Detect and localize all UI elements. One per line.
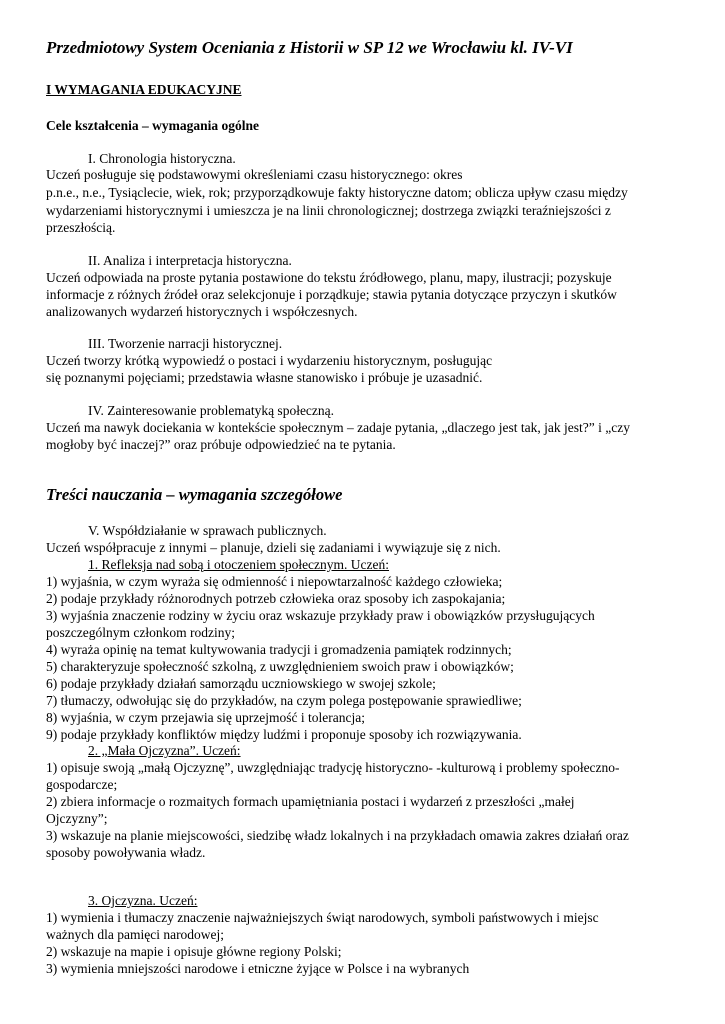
topic-heading-small-homeland: 2. „Mała Ojczyzna”. Uczeń:	[88, 743, 241, 758]
list-item: 8) wyjaśnia, w czym przejawia się uprzejmość i tolerancja;	[46, 710, 365, 725]
list-item: 1) wyjaśnia, w czym wyraża się odmienność i niepowtarzalność każdego człowieka;	[46, 574, 503, 589]
list-item: 5) charakteryzuje społeczność szkolną, z uwzględnieniem swoich praw i obowiązków;	[46, 659, 514, 674]
paragraph-line: Uczeń posługuje się podstawowymi określeniami czasu historycznego: okres	[46, 167, 463, 182]
paragraph-line: mogłoby być inaczej?” oraz próbuje odpowiedzieć na te pytania.	[46, 437, 396, 452]
goal-heading-narration: III. Tworzenie narracji historycznej.	[88, 336, 283, 351]
list-item-continuation: gospodarcze;	[46, 777, 118, 792]
paragraph-line: przeszłością.	[46, 220, 116, 235]
paragraph-line: informacje z różnych źródeł oraz selekcjonuje i porządkuje; stawia pytania dotyczące przyczyn i skutków	[46, 287, 617, 302]
goal-heading-cooperation: V. Współdziałanie w sprawach publicznych.	[88, 523, 327, 538]
list-item: 7) tłumaczy, odwołując się do przykładów, na czym polega postępowanie sprawiedliwe;	[46, 693, 522, 708]
list-item: 3) wyjaśnia znaczenie rodziny w życiu oraz wskazuje przykłady praw i obowiązków przysługujących	[46, 608, 595, 623]
general-requirements-heading: Cele kształcenia – wymagania ogólne	[46, 118, 259, 133]
list-item-continuation: sposoby powoływania władz.	[46, 845, 206, 860]
list-item: 3) wymienia mniejszości narodowe i etniczne żyjące w Polsce i na wybranych	[46, 961, 470, 976]
paragraph-line: p.n.e., n.e., Tysiąclecie, wiek, rok; przyporządkowuje fakty historyczne datom; oblicza upływ czasu między	[46, 185, 628, 200]
goal-heading-analysis: II. Analiza i interpretacja historyczna.	[88, 253, 292, 268]
document-title: Przedmiotowy System Oceniania z Historii w SP 12 we Wrocławiu kl. IV-VI	[46, 38, 573, 57]
paragraph-line: wydarzeniami historycznymi i umieszcza je na linii chronologicznej; dostrzega związki teraźniejszości z	[46, 203, 611, 218]
paragraph-line: Uczeń tworzy krótką wypowiedź o postaci i wydarzeniu historycznym, posługując	[46, 353, 493, 368]
list-item: 2) wskazuje na mapie i opisuje główne regiony Polski;	[46, 944, 342, 959]
section-heading: I WYMAGANIA EDUKACYJNE	[46, 82, 242, 97]
goal-heading-social: IV. Zainteresowanie problematyką społeczną.	[88, 403, 335, 418]
paragraph-line: się poznanymi pojęciami; przedstawia własne stanowisko i próbuje je uzasadnić.	[46, 370, 483, 385]
detailed-requirements-heading: Treści nauczania – wymagania szczegółowe	[46, 485, 343, 504]
list-item: 1) wymienia i tłumaczy znaczenie najważniejszych świąt narodowych, symboli państwowych i miejsc	[46, 910, 599, 925]
list-item: 6) podaje przykłady działań samorządu uczniowskiego w swojej szkole;	[46, 676, 436, 691]
goal-heading-chronology: I. Chronologia historyczna.	[88, 151, 236, 166]
list-item: 2) zbiera informacje o rozmaitych formach upamiętniania postaci i wydarzeń z przeszłości „małej	[46, 794, 575, 809]
list-item-continuation: Ojczyzny”;	[46, 811, 108, 826]
list-item: 4) wyraża opinię na temat kultywowania tradycji i gromadzenia pamiątek rodzinnych;	[46, 642, 512, 657]
topic-heading-homeland: 3. Ojczyzna. Uczeń:	[88, 893, 198, 908]
paragraph-line: Uczeń odpowiada na proste pytania postawione do tekstu źródłowego, planu, mapy, ilustracji; pozyskuje	[46, 270, 612, 285]
paragraph-line: analizowanych wydarzeń historycznych i współczesnych.	[46, 304, 358, 319]
list-item-continuation: poszczególnym członkom rodziny;	[46, 625, 235, 640]
paragraph-line: Uczeń ma nawyk dociekania w kontekście społecznym – zadaje pytania, „dlaczego jest tak, jak jest?” i „czy	[46, 420, 630, 435]
list-item: 1) opisuje swoją „małą Ojczyznę”, uwzględniając tradycję historyczno- -kulturową i problemy społeczno-	[46, 760, 620, 775]
list-item: 9) podaje przykłady konfliktów między ludźmi i proponuje sposoby ich rozwiązywania.	[46, 727, 522, 742]
topic-heading-reflection: 1. Refleksja nad sobą i otoczeniem społecznym. Uczeń:	[88, 557, 390, 572]
list-item: 2) podaje przykłady różnorodnych potrzeb człowieka oraz sposoby ich zaspokajania;	[46, 591, 506, 606]
list-item-continuation: ważnych dla pamięci narodowej;	[46, 927, 225, 942]
list-item: 3) wskazuje na planie miejscowości, siedzibę władz lokalnych i na przykładach omawia zakres działań oraz	[46, 828, 629, 843]
paragraph-line: Uczeń współpracuje z innymi – planuje, dzieli się zadaniami i wywiązuje się z nich.	[46, 540, 501, 555]
